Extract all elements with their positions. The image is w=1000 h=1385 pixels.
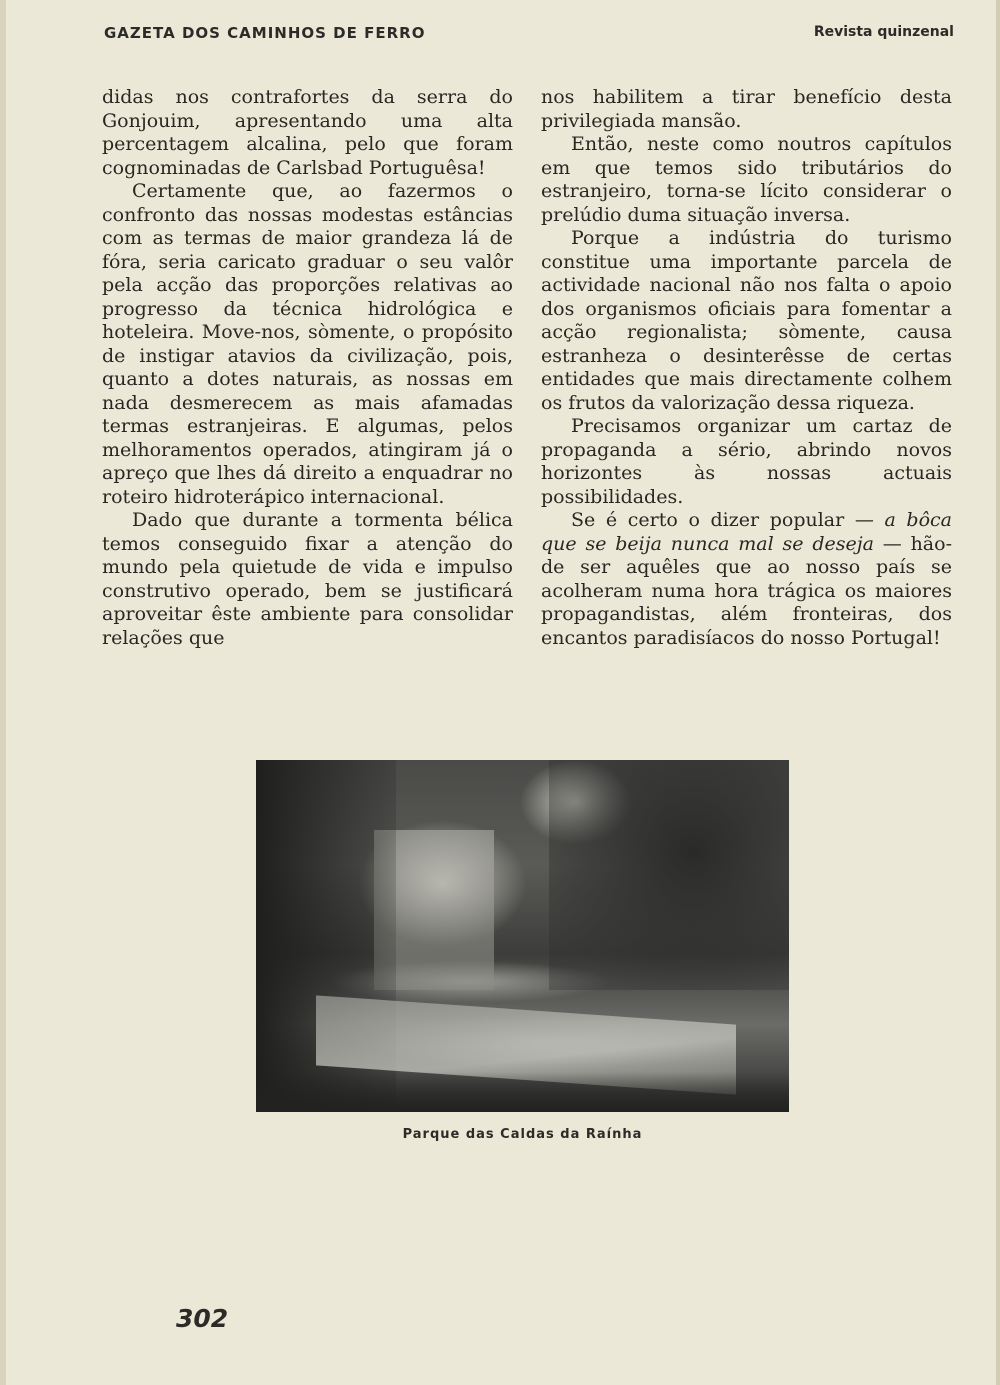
photo-trees-right xyxy=(549,760,789,990)
publication-subtitle: Revista quinzenal xyxy=(813,24,954,40)
paragraph: Certamente que, ao fazermos o confronto das nossas modestas estâncias com as termas de maior grandeza lá de fóra, seria caricato graduar o seu valôr pela acção das proporções relativas ao progresso da técnica hidrológica e hoteleira. Move-nos, sòmente, o propósito de instigar atavios da civilização, pois, quanto a dotes naturais, as nossas em nada desmerecem as mais afamadas termas estranjeiras. E algumas, pelos melhoramentos operados, atingiram já o apreço que lhes dá direito a enquadrar no roteiro hidroterápico internacional. xyxy=(102,180,513,508)
page-edge-right xyxy=(996,0,1000,1385)
page-number: 302 xyxy=(176,1304,229,1333)
page-edge-left xyxy=(0,0,6,1385)
figure-caption: Parque das Caldas da Raínha xyxy=(402,1127,643,1142)
paragraph xyxy=(541,509,952,650)
paragraph: Então, neste como noutros capítulos em que temos sido tributários do estranjeiro, torna-se lícito considerar o prelúdio duma situação inversa. xyxy=(541,133,952,226)
publication-title: GAZETA DOS CAMINHOS DE FERRO xyxy=(104,24,426,42)
right-column xyxy=(541,86,952,650)
paragraph: Porque a indústria do turismo constitue uma importante parcela de actividade nacional não nos falta o apoio dos organismos oficiais para fomentar a acção regionalista; sòmente, causa estranheza o desinterêsse de certas entidades que mais directamente colhem os frutos da valorização dessa riqueza. xyxy=(541,227,952,414)
park-photograph xyxy=(256,760,789,1112)
page-header xyxy=(104,24,954,48)
paragraph: nos habilitem a tirar benefício desta privilegiada mansão. xyxy=(541,86,952,132)
popular-saying: a bôca que se beija nunca mal se deseja xyxy=(541,509,952,555)
paragraph: Precisamos organizar um cartaz de propaganda a sério, abrindo novos horizontes às nossas actuais possibilidades. xyxy=(541,415,952,508)
paragraph-text: Se é certo o dizer popular — xyxy=(571,509,885,531)
paragraph: Dado que durante a tormenta bélica temos conseguido fixar a atenção do mundo pela quietude de vida e impulso construtivo operado, bem se justificará aproveitar êste ambiente para consolidar relações que xyxy=(102,509,513,649)
paragraph-text: — hão-de ser aquêles que ao nosso país se acolheram numa hora trágica os maiores propagandistas, além fronteiras, dos encantos paradisíacos do nosso Portugal! xyxy=(541,532,952,649)
left-column xyxy=(102,86,513,650)
paragraph: didas nos contrafortes da serra do Gonjouim, apresentando uma alta percentagem alcalina, pelo que foram cognominadas de Carlsbad Portuguêsa! xyxy=(102,86,513,179)
photo-shadow xyxy=(256,1072,789,1112)
